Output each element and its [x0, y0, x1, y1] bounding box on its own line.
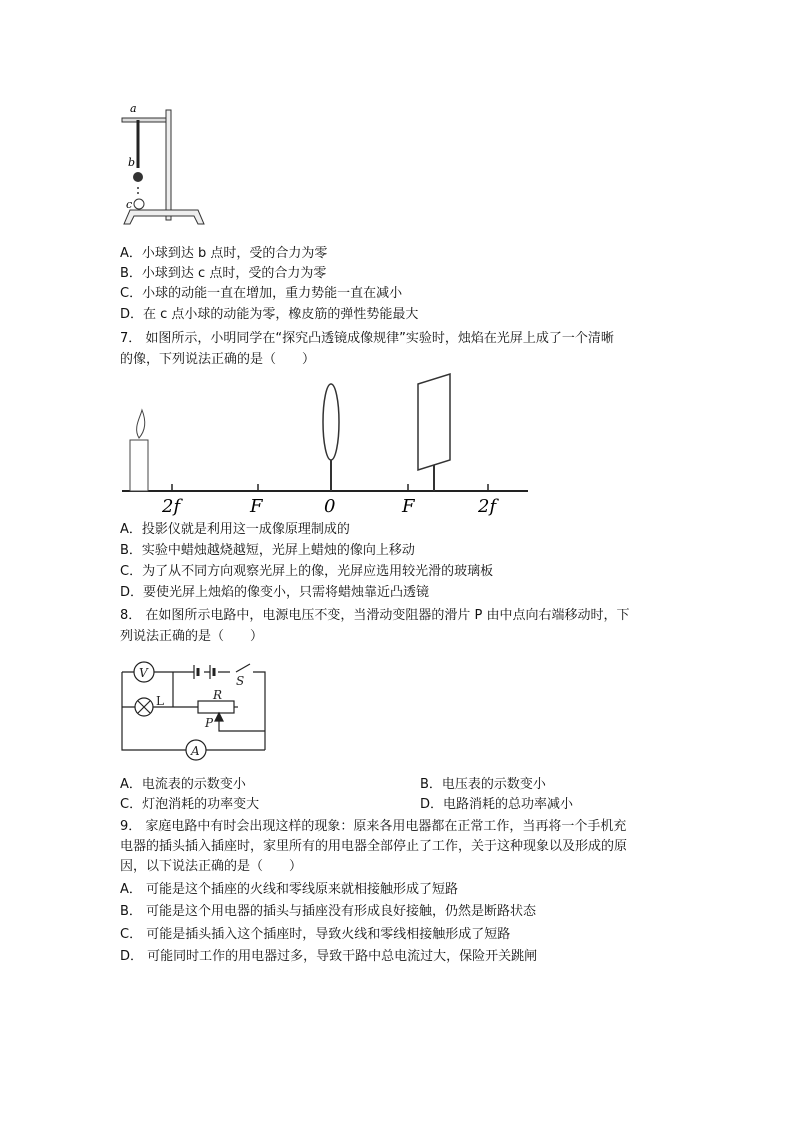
q7-option-a: A．投影仪就是利用这一成像原理制成的	[120, 522, 350, 537]
label-c: c	[126, 198, 133, 211]
slider-label: P	[205, 716, 214, 730]
q6-option-d: D．在 c 点小球的动能为零，橡皮筋的弹性势能最大	[120, 307, 419, 322]
q9-option-c: C． 可能是插头插入这个插座时，导致火线和零线相接触形成了短路	[120, 927, 511, 942]
lens-optical-bench-figure	[118, 372, 533, 517]
lamp-label: L	[156, 694, 164, 708]
q6-option-c: C．小球的动能一直在增加，重力势能一直在减小	[120, 286, 403, 301]
q9-option-d: D． 可能同时工作的用电器过多，导致干路中总电流过大，保险开关跳闸	[120, 949, 538, 964]
q7-option-c: C．为了从不同方向观察光屏上的像，光屏应选用较光滑的玻璃板	[120, 564, 494, 579]
resistor-label: R	[213, 688, 223, 702]
q9-stem-line3: 因，以下说法正确的是（ ）	[120, 859, 303, 874]
q8-option-d: D．电路消耗的总功率减小	[420, 797, 574, 812]
q8-option-a: A．电流表的示数变小	[120, 777, 246, 792]
label-a: a	[130, 102, 137, 115]
q7-option-d: D．要使光屏上烛焰的像变小，只需将蜡烛靠近凸透镜	[120, 585, 430, 600]
label-b: b	[128, 156, 136, 169]
q8-option-c: C．灯泡消耗的功率变大	[120, 797, 260, 812]
axis-label-2f-right: 2f	[478, 496, 497, 517]
q8-stem-line1: 8． 在如图所示电路中，电源电压不变，当滑动变阻器的滑片 P 由中点向右端移动时，下	[120, 608, 630, 623]
q7-option-b: B．实验中蜡烛越烧越短，光屏上蜡烛的像向上移动	[120, 543, 415, 558]
q8-option-b: B．电压表的示数变小	[420, 777, 546, 792]
q7-stem-line2: 的像，下列说法正确的是（ ）	[120, 352, 316, 367]
ammeter-label: A	[191, 744, 200, 758]
axis-label-2f-left: 2f	[162, 496, 181, 517]
q9-option-a: A． 可能是这个插座的火线和零线原来就相接触形成了短路	[120, 882, 459, 897]
q6-option-a: A．小球到达 b 点时，受的合力为零	[120, 246, 328, 261]
axis-label-f-right: F	[402, 496, 415, 517]
q8-stem-line2: 列说法正确的是（ ）	[120, 629, 264, 644]
circuit-figure	[118, 655, 273, 770]
q9-stem-line2: 电器的插头插入插座时，家里所有的用电器全部停止了工作，关于这种现象以及形成的原	[120, 839, 628, 854]
q6-option-b: B．小球到达 c 点时，受的合力为零	[120, 266, 327, 281]
q9-stem-line1: 9． 家庭电路中有时会出现这样的现象：原来各用电器都在正常工作，当再将一个手机充	[120, 819, 627, 834]
switch-label: S	[236, 674, 245, 688]
pendulum-figure	[118, 98, 208, 233]
q7-stem-line1: 7． 如图所示，小明同学在“探究凸透镜成像规律”实验时，烛焰在光屏上成了一个清晰	[120, 331, 614, 346]
axis-label-origin: 0	[324, 496, 336, 517]
axis-label-f-left: F	[250, 496, 263, 517]
voltmeter-label: V	[139, 666, 148, 680]
q9-option-b: B． 可能是这个用电器的插头与插座没有形成良好接触，仍然是断路状态	[120, 904, 537, 919]
